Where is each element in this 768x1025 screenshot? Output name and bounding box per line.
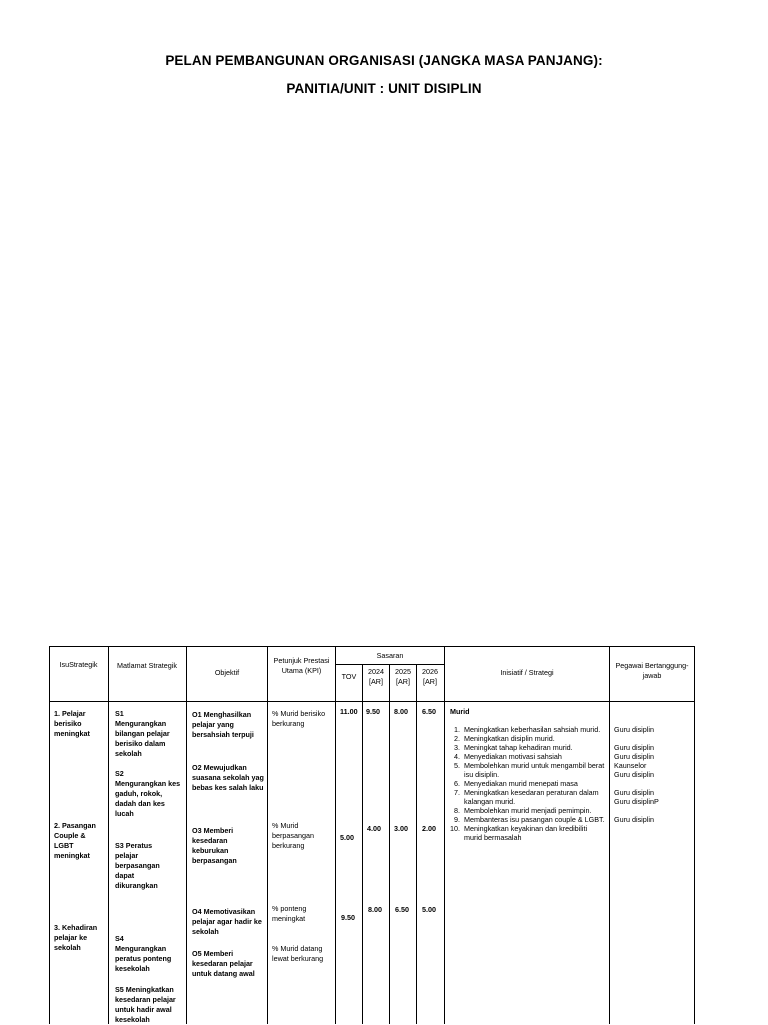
header-isu-strategik: IsuStrategik: [59, 660, 98, 669]
header-tov: TOV: [341, 672, 357, 681]
list-number: 8.: [454, 806, 460, 815]
page-title: PELAN PEMBANGUNAN ORGANISASI (JANGKA MASA PANJANG):: [165, 53, 603, 68]
pegawai-item: Guru disiplinP: [614, 797, 659, 806]
list-text: Menyediakan murid menepati masa: [464, 779, 578, 788]
matlamat-s4: [115, 934, 185, 974]
list-number: 1.: [454, 725, 460, 734]
list-text: Meningkatkan disiplin murid.: [464, 734, 555, 743]
header-sasaran: Sasaran: [376, 651, 404, 660]
list-text: Meningkat tahap kehadiran murid.: [464, 743, 573, 752]
list-number: 3.: [454, 743, 460, 752]
list-text: Membolehkan murid untuk mengambil berat isu disiplin.: [464, 761, 605, 779]
list-text: Membolehkan murid menjadi pemimpin.: [464, 806, 592, 815]
matlamat-text: Mengurangkan bilangan pelajar berisiko dalam sekolah: [115, 719, 170, 758]
kpi-item-4: % Murid datang lewat berkurang: [272, 944, 324, 963]
list-text: Meningkatkan keyakinan dan kredibiliti murid bermasalah: [464, 824, 588, 842]
header-inisiatif: Inisiatif / Strategi: [500, 668, 554, 677]
matlamat-text: Meningkatkan kesedaran pelajar untuk hadir awal kesekolah: [115, 985, 176, 1024]
list-text: Meningkatkan kesedaran peraturan dalam kalangan murid.: [464, 788, 599, 806]
objektif-o4: O4 Memotivasikan pelajar agar hadir ke sekolah: [192, 907, 262, 936]
matlamat-code: S1: [115, 709, 124, 718]
isu-item-2: 2. Pasangan Couple & LGBT meningkat: [54, 821, 96, 860]
header-matlamat: Matlamat Strategik: [117, 661, 177, 670]
page-subtitle: PANITIA/UNIT : UNIT DISIPLIN: [286, 81, 482, 96]
list-item: [450, 743, 607, 752]
matlamat-code: S3: [115, 841, 124, 850]
list-item: [450, 779, 607, 788]
kpi-item-2: % Murid berpasangan berkurang: [272, 821, 314, 850]
pegawai-spacer: [614, 734, 692, 743]
pegawai-item: Guru disiplin: [614, 815, 654, 824]
matlamat-text: Peratus pelajar berpasangan dapat dikurangkan: [115, 841, 160, 890]
target-2024-value: 9.50: [366, 707, 380, 716]
list-number: 9.: [454, 815, 460, 824]
objektif-o1: O1 Menghasilkan pelajar yang bersahsiah terpuji: [192, 710, 254, 739]
header-2024: 2024 [AR]: [368, 667, 384, 686]
pegawai-list: [614, 725, 692, 824]
list-number: 6.: [454, 779, 460, 788]
list-number: 5.: [454, 761, 460, 770]
target-2025-value: 8.00: [394, 707, 408, 716]
header-2025: 2025 [AR]: [395, 667, 411, 686]
list-item: [450, 725, 607, 734]
list-number: 7.: [454, 788, 460, 797]
objektif-o5: O5 Memberi kesedaran pelajar untuk datang awal: [192, 949, 255, 978]
list-number: 2.: [454, 734, 460, 743]
pegawai-item: Guru disiplin: [614, 788, 654, 797]
pegawai-item: Guru disiplin: [614, 770, 654, 779]
target-2025-value: 6.50: [395, 905, 409, 914]
matlamat-s1: [115, 709, 185, 759]
list-text: Membanteras isu pasangan couple & LGBT.: [464, 815, 605, 824]
tov-value: 5.00: [340, 833, 354, 842]
header-objektif: Objektif: [214, 668, 240, 677]
list-item: [450, 788, 607, 806]
list-number: 4.: [454, 752, 460, 761]
objektif-o2: O2 Mewujudkan suasana sekolah yag bebas kes salah laku: [192, 763, 264, 792]
target-2026-value: 6.50: [422, 707, 436, 716]
kpi-item-1: % Murid berisiko berkurang: [272, 709, 326, 728]
objektif-o3: O3 Memberi kesedaran keburukan berpasangan: [192, 826, 237, 865]
target-2024-value: 4.00: [367, 824, 381, 833]
tov-value: 11.00: [340, 707, 358, 716]
target-2025-value: 3.00: [394, 824, 408, 833]
tov-value: 9.50: [341, 913, 355, 922]
matlamat-s2: [115, 769, 185, 819]
header-2026: 2026 [AR]: [422, 667, 438, 686]
list-item: [450, 752, 607, 761]
pegawai-item: Kaunselor: [614, 761, 647, 770]
pegawai-item: Guru disiplin: [614, 725, 654, 734]
target-2026-value: 2.00: [422, 824, 436, 833]
target-2026-value: 5.00: [422, 905, 436, 914]
isu-item-1: 1. Pelajar berisiko meningkat: [54, 709, 90, 738]
list-item: [450, 761, 607, 779]
matlamat-code: S5: [115, 985, 124, 994]
inisiatif-list: [450, 707, 607, 842]
list-item: [450, 824, 607, 842]
inisiatif-items: [450, 725, 607, 842]
inisiatif-heading: Murid: [450, 707, 470, 716]
matlamat-s5: [115, 985, 185, 1025]
pegawai-spacer: [614, 779, 692, 788]
header-kpi: Petunjuk Prestasi Utama (KPI): [273, 656, 330, 675]
matlamat-s3-block: [115, 841, 165, 891]
list-item: [450, 815, 607, 824]
matlamat-code: S4: [115, 934, 124, 943]
list-text: Meningkatkan keberhasilan sahsiah murid.: [464, 725, 601, 734]
list-text: Menyediakan motivasi sahsiah: [464, 752, 562, 761]
list-number: 10.: [450, 824, 460, 833]
list-item: [450, 734, 607, 743]
list-item: [450, 806, 607, 815]
matlamat-text: Mengurangkan peratus ponteng kesekolah: [115, 944, 172, 973]
pegawai-item: Guru disiplin: [614, 752, 654, 761]
pegawai-item: Guru disiplin: [614, 743, 654, 752]
header-pegawai: Pegawai Bertanggung-jawab: [615, 661, 689, 680]
pegawai-spacer: [614, 806, 692, 815]
isu-item-3: 3. Kehadiran pelajar ke sekolah: [54, 923, 98, 952]
kpi-item-3: % ponteng meningkat: [272, 904, 307, 923]
matlamat-text: Mengurangkan kes gaduh, rokok, dadah dan kes lucah: [115, 779, 181, 818]
target-2024-value: 8.00: [368, 905, 382, 914]
matlamat-code: S2: [115, 769, 124, 778]
